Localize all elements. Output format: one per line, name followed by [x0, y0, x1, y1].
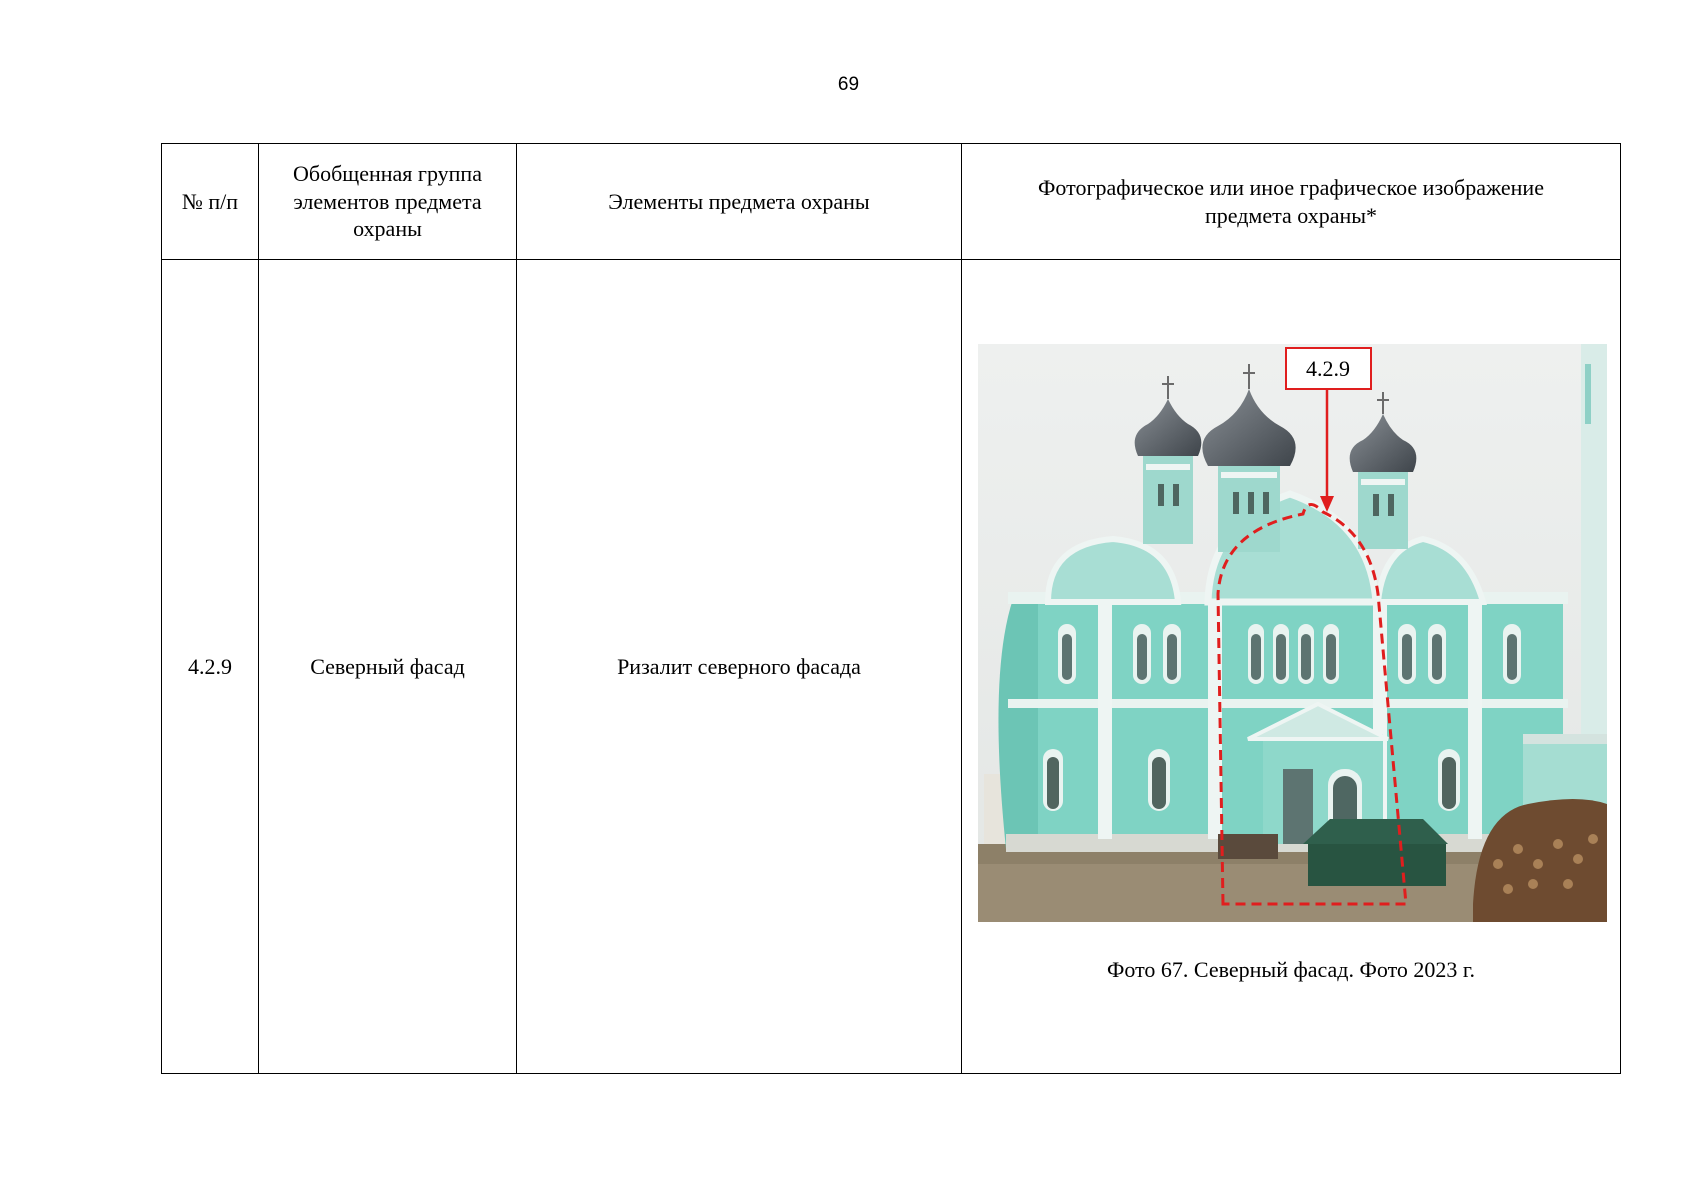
heritage-table [161, 143, 1621, 1074]
table-header-row [162, 144, 1621, 260]
header-photo: Фотографическое или иное графическое изображение предмета охраны* [962, 144, 1621, 260]
header-number: № п/п [162, 144, 259, 260]
row-number: 4.2.9 [162, 260, 259, 1074]
photo-cell [962, 260, 1621, 1074]
photo-caption: Фото 67. Северный фасад. Фото 2023 г. [1107, 957, 1475, 982]
page-number: 69 [837, 74, 860, 95]
marker-label: 4.2.9 [1306, 356, 1350, 381]
row-element: Ризалит северного фасада [517, 260, 962, 1074]
church-photo [978, 344, 1607, 922]
header-elements: Элементы предмета охраны [517, 144, 962, 260]
table-row [162, 260, 1621, 1074]
church-photo-illustration [978, 344, 1607, 922]
row-group: Северный фасад [259, 260, 517, 1074]
header-group: Обобщенная группа элементов предмета охраны [259, 144, 517, 260]
